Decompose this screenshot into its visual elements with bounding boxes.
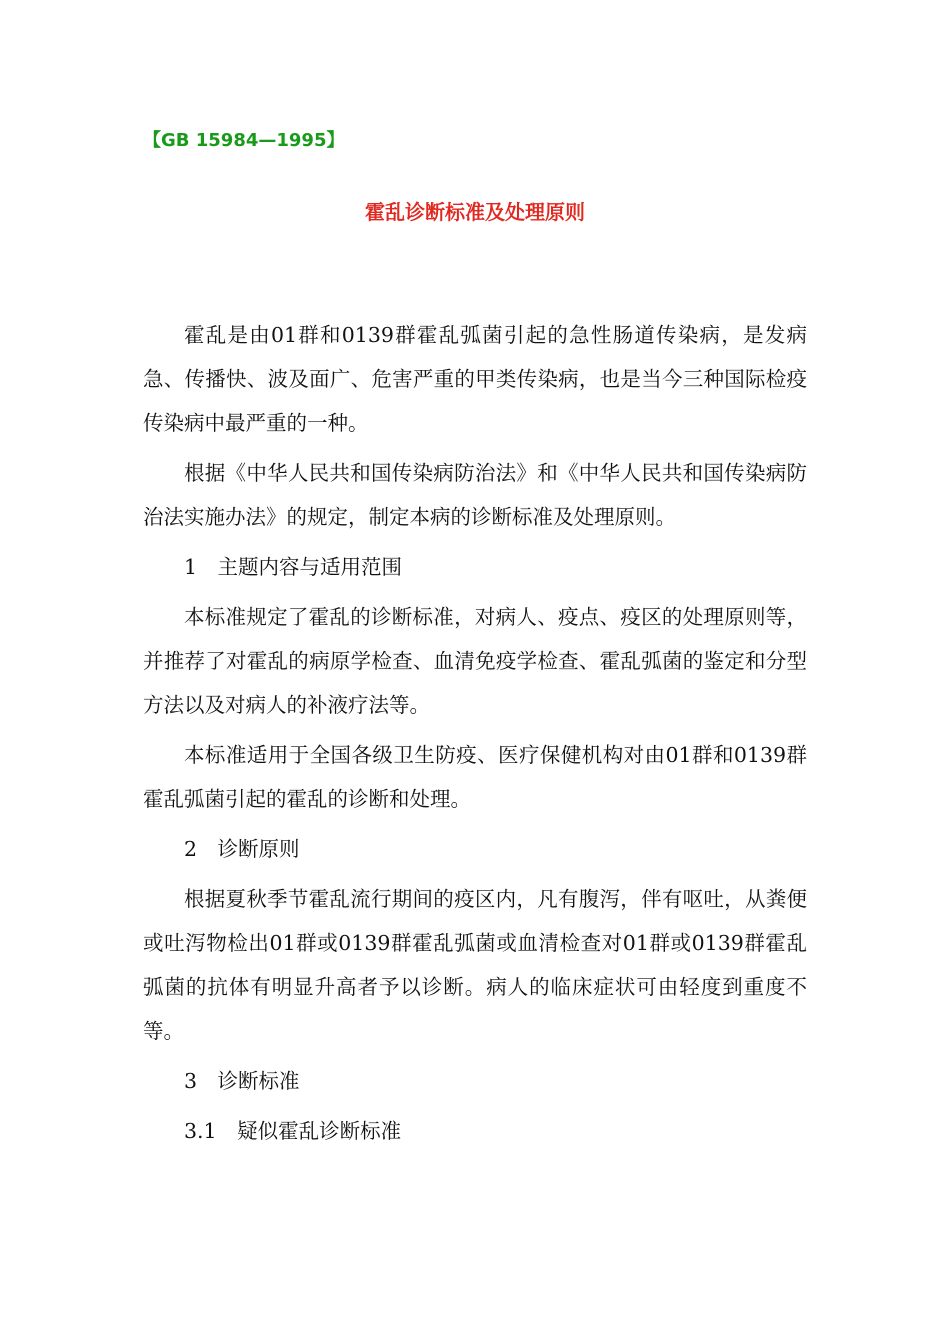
paragraph-scope: 本标准规定了霍乱的诊断标准，对病人、疫点、疫区的处理原则等，并推荐了对霍乱的病原学检查、血清免疫学检查、霍乱弧菌的鉴定和分型方法以及对病人的补液疗法等。 (143, 605, 807, 717)
section-heading-3: 3 诊断标准 (184, 1069, 300, 1093)
paragraph-applicability: 本标准适用于全国各级卫生防疫、医疗保健机构对由01群和0139群霍乱弧菌引起的霍乱的诊断和处理。 (143, 743, 807, 811)
document-body (143, 313, 807, 1159)
section-heading-1: 1 主题内容与适用范围 (184, 555, 403, 579)
section-heading-2: 2 诊断原则 (184, 837, 300, 861)
document-title: 霍乱诊断标准及处理原则 (365, 200, 585, 224)
standard-code: 【GB 15984—1995】 (143, 130, 345, 151)
paragraph-diagnosis-principle: 根据夏秋季节霍乱流行期间的疫区内，凡有腹泻，伴有呕吐，从粪便或吐泻物检出01群或0139群霍乱弧菌或血清检查对01群或0139群霍乱弧菌的抗体有明显升高者予以诊断。病人的临床症状可由轻度到重度不等。 (143, 887, 807, 1043)
section-heading-3-1: 3.1 疑似霍乱诊断标准 (184, 1119, 402, 1143)
paragraph-intro: 霍乱是由01群和0139群霍乱弧菌引起的急性肠道传染病，是发病急、传播快、波及面广、危害严重的甲类传染病，也是当今三种国际检疫传染病中最严重的一种。 (143, 323, 807, 435)
paragraph-basis: 根据《中华人民共和国传染病防治法》和《中华人民共和国传染病防治法实施办法》的规定，制定本病的诊断标准及处理原则。 (143, 461, 807, 529)
